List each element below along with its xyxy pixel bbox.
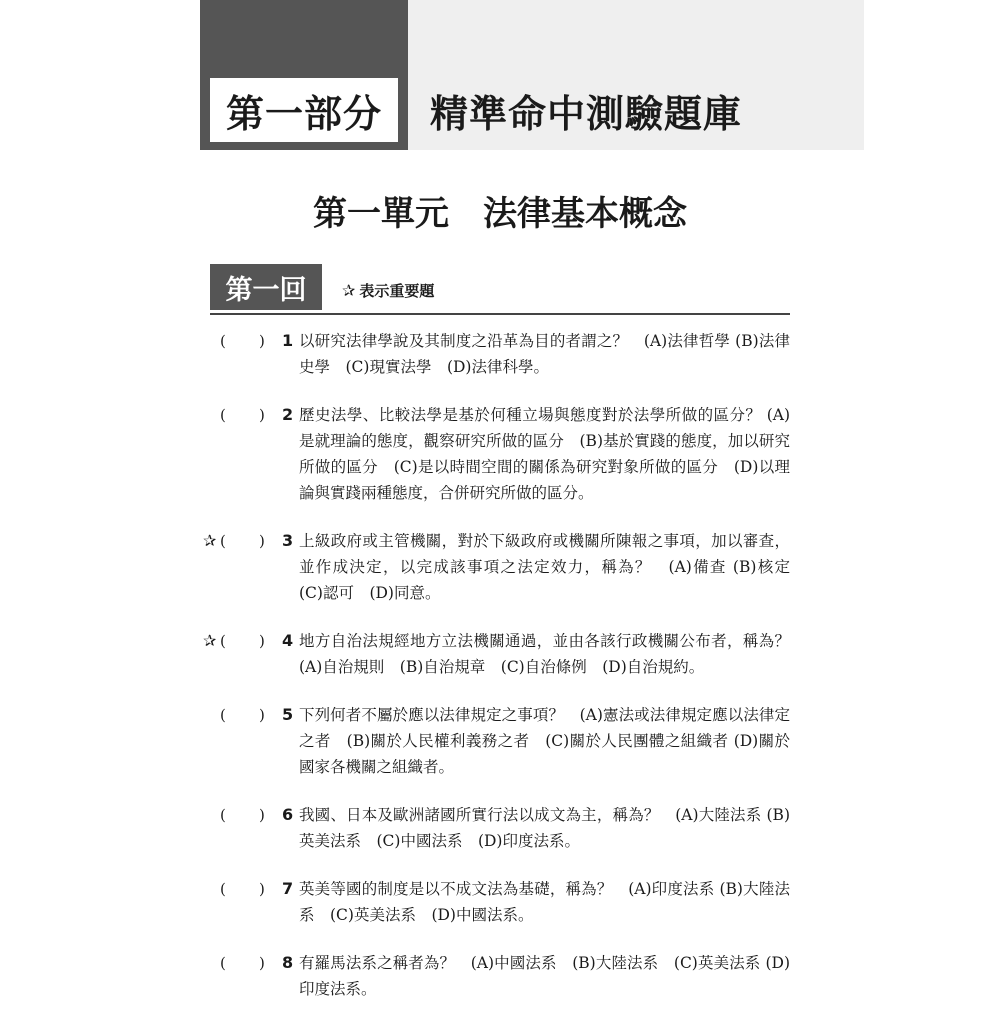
important-star-icon: ✰ [203, 631, 217, 650]
question-text: 下列何者不屬於應以法律規定之事項？ (A)憲法或法律規定應以法律定之者 (B)關於人民權利義務之者 (C)關於人民團體之組織者 (D)關於國家各機關之組織者。 [299, 706, 790, 776]
question-item [200, 402, 790, 506]
question-number: 1 [282, 331, 294, 350]
answer-paren-right: ) [259, 880, 265, 898]
answer-paren-right: ) [259, 632, 265, 650]
answer-paren-right: ) [259, 332, 265, 350]
question-item [200, 702, 790, 780]
question-item [200, 628, 806, 680]
answer-paren-left: ( [220, 880, 226, 898]
legend-text: 表示重要題 [359, 282, 435, 300]
question-text: 地方自治法規經地方立法機關通過，並由各該行政機關公布者，稱為？ (A)自治規則 (B)自治規章 (C)自治條例 (D)自治規約。 [299, 632, 806, 676]
question-number: 8 [282, 953, 294, 972]
answer-paren-right: ) [259, 406, 265, 424]
answer-paren-right: ) [259, 806, 265, 824]
question-number: 3 [282, 531, 294, 550]
answer-paren-left: ( [220, 632, 226, 650]
question-text: 歷史法學、比較法學是基於何種立場與態度對於法學所做的區分？ (A)是就理論的態度，觀察研究所做的區分 (B)基於實踐的態度，加以研究所做的區分 (C)是以時間空間的關係為研究對象所做的區分 (D)以理論與實踐兩種態度，合併研究所做的區分。 [299, 406, 790, 502]
question-item [200, 528, 806, 606]
question-text: 上級政府或主管機關，對於下級政府或機關所陳報之事項，加以審查，並作成決定，以完成該事項之法定效力，稱為？ (A)備查 (B)核定 (C)認可 (D)同意。 [299, 532, 806, 602]
question-item [200, 876, 790, 928]
answer-paren-left: ( [220, 532, 226, 550]
answer-paren-left: ( [220, 332, 226, 350]
question-item [200, 328, 790, 380]
question-text: 我國、日本及歐洲諸國所實行法以成文為主，稱為？ (A)大陸法系 (B)英美法系 (C)中國法系 (D)印度法系。 [299, 806, 790, 850]
answer-paren-left: ( [220, 406, 226, 424]
answer-paren-right: ) [259, 532, 265, 550]
unit-title: 第一單元 法律基本概念 [313, 194, 687, 234]
divider [210, 313, 790, 315]
question-item [200, 802, 790, 854]
answer-paren-left: ( [220, 954, 226, 972]
question-text: 有羅馬法系之稱者為？ (A)中國法系 (B)大陸法系 (C)英美法系 (D)印度法系。 [299, 954, 790, 998]
question-number: 5 [282, 705, 294, 724]
answer-paren-left: ( [220, 706, 226, 724]
part-title: 精準命中測驗題庫 [430, 91, 743, 136]
star-icon: ✰ [342, 281, 356, 300]
question-number: 2 [282, 405, 294, 424]
answer-paren-right: ) [259, 954, 265, 972]
question-list [200, 328, 806, 1024]
question-text: 以研究法律學說及其制度之沿革為目的者謂之？ (A)法律哲學 (B)法律史學 (C)現實法學 (D)法律科學。 [299, 332, 790, 376]
question-number: 4 [282, 631, 294, 650]
question-number: 7 [282, 879, 294, 898]
question-number: 6 [282, 805, 294, 824]
part-label: 第一部分 [210, 78, 398, 142]
important-star-icon: ✰ [203, 531, 217, 550]
question-item [200, 950, 790, 1002]
answer-paren-left: ( [220, 806, 226, 824]
round-label: 第一回 [210, 264, 322, 310]
question-text: 英美等國的制度是以不成文法為基礎，稱為？ (A)印度法系 (B)大陸法系 (C)英美法系 (D)中國法系。 [299, 880, 790, 924]
answer-paren-right: ) [259, 706, 265, 724]
important-legend [342, 280, 434, 301]
